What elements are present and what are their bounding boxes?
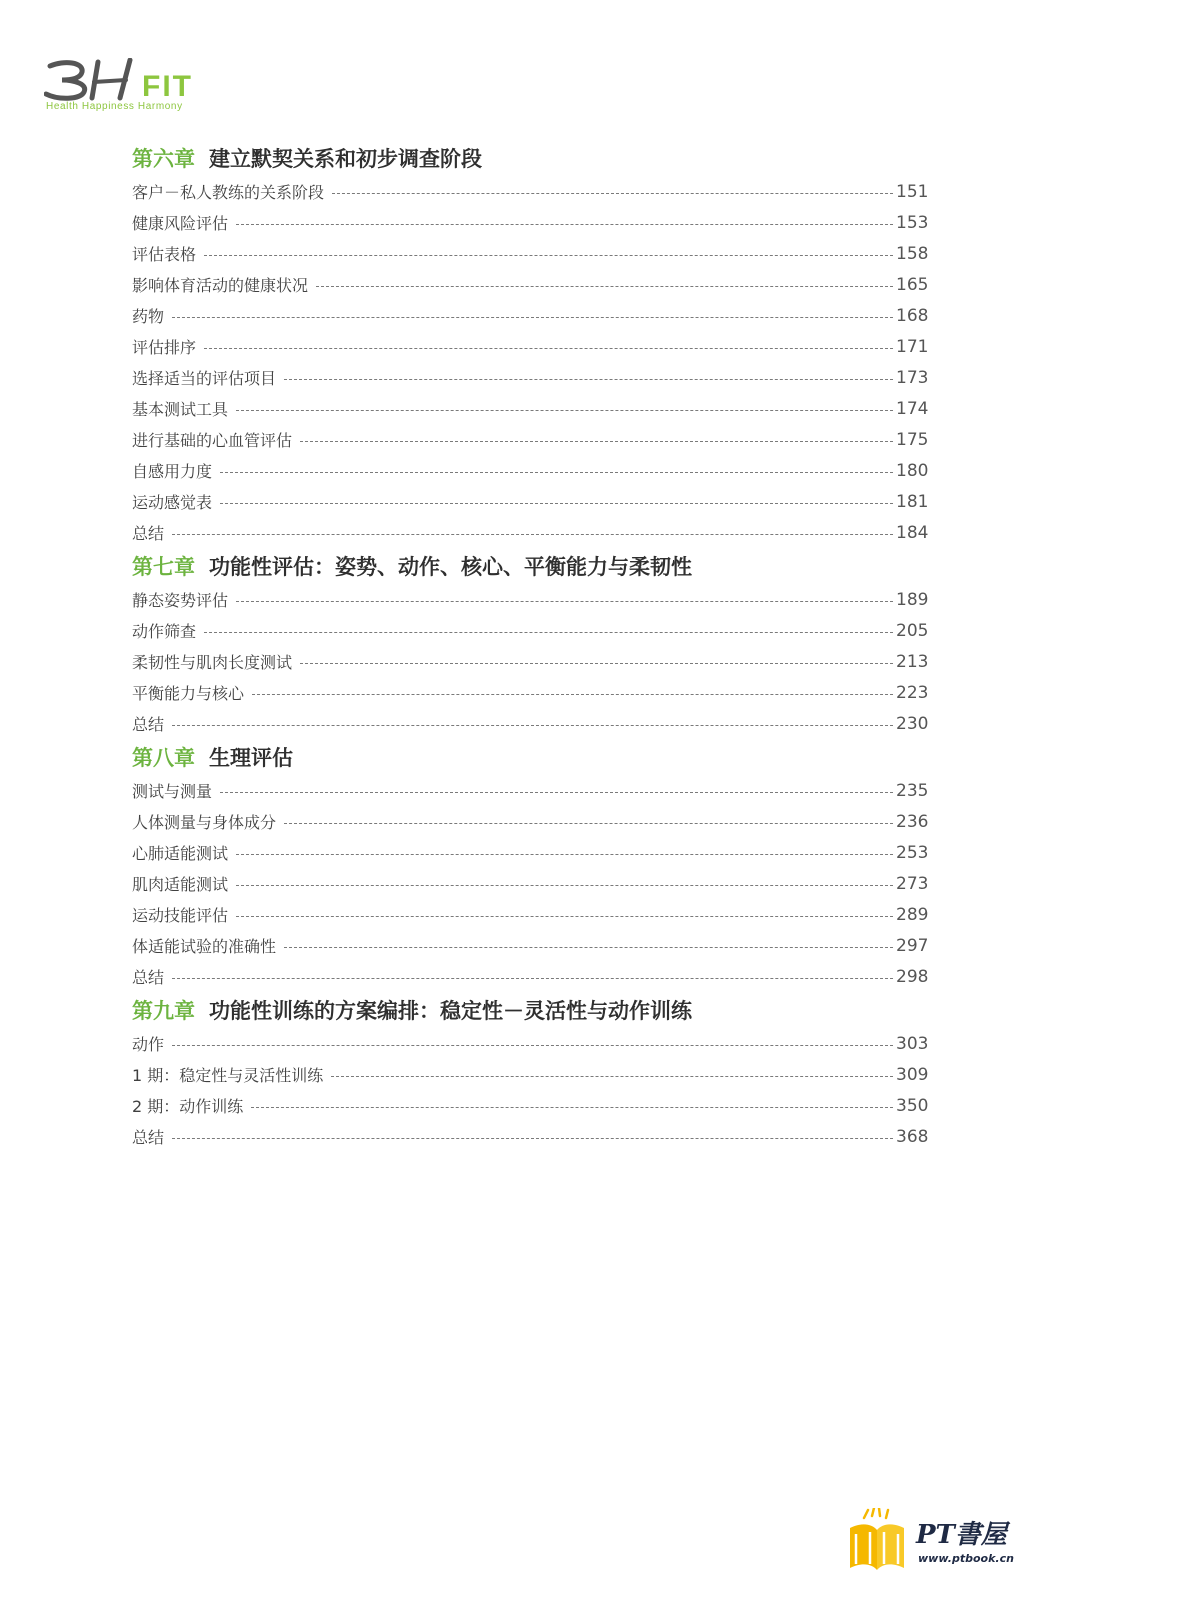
entry-title: 药物: [132, 307, 165, 326]
entry-title: 测试与测量: [132, 782, 213, 801]
entry-page-number: 153: [896, 212, 929, 233]
open-book-icon: [846, 1508, 910, 1572]
dot-leader: [172, 725, 893, 726]
entry-title: 运动感觉表: [132, 493, 213, 512]
entry-title: 体适能试验的准确性: [132, 937, 277, 956]
entry-title: 健康风险评估: [132, 214, 229, 233]
entry-title: 进行基础的心血管评估: [132, 431, 293, 450]
entry-page-number: 303: [896, 1033, 929, 1054]
dot-leader: [284, 823, 893, 824]
entry-title: 影响体育活动的健康状况: [132, 276, 309, 295]
entry-page-number: 181: [896, 491, 929, 512]
entry-page-number: 180: [896, 460, 929, 481]
entry-page-number: 297: [896, 935, 929, 956]
chapter-title: 功能性评估：姿势、动作、核心、平衡能力与柔韧性: [209, 555, 692, 579]
entry-page-number: 309: [896, 1064, 929, 1085]
dot-leader: [172, 1045, 893, 1046]
entry-title: 选择适当的评估项目: [132, 369, 277, 388]
toc-entry: [132, 424, 932, 455]
toc-entry: [132, 584, 932, 615]
entry-page-number: 158: [896, 243, 929, 264]
entry-title: 基本测试工具: [132, 400, 229, 419]
chapter-number: 第八章: [132, 746, 195, 770]
entry-page-number: 174: [896, 398, 929, 419]
entry-title: 肌肉适能测试: [132, 875, 229, 894]
dot-leader: [331, 1076, 893, 1077]
table-of-contents: [132, 140, 932, 1152]
toc-entry: [132, 708, 932, 739]
entry-title: 静态姿势评估: [132, 591, 229, 610]
entry-title: 总结: [132, 715, 165, 734]
entry-title: 客户－私人教练的关系阶段: [132, 183, 325, 202]
entry-title: 评估表格: [132, 245, 197, 264]
dot-leader: [172, 978, 893, 979]
chapter-number: 第六章: [132, 147, 195, 171]
toc-entry: [132, 455, 932, 486]
dot-leader: [251, 1107, 893, 1108]
dot-leader: [284, 379, 893, 380]
dot-leader: [204, 255, 893, 256]
toc-entry: [132, 486, 932, 517]
toc-entry: [132, 1090, 932, 1121]
logo-fit-text: FIT: [142, 70, 193, 103]
dot-leader: [220, 472, 893, 473]
dot-leader: [220, 792, 893, 793]
entry-page-number: 168: [896, 305, 929, 326]
entry-page-number: 230: [896, 713, 929, 734]
chapter-heading: [132, 992, 932, 1028]
entry-page-number: 289: [896, 904, 929, 925]
entry-page-number: 173: [896, 367, 929, 388]
dot-leader: [300, 663, 893, 664]
toc-entry: [132, 837, 932, 868]
entry-title: 总结: [132, 1128, 165, 1147]
chapter-heading: [132, 739, 932, 775]
entry-title: 心肺适能测试: [132, 844, 229, 863]
entry-title: 动作: [132, 1035, 165, 1054]
toc-entry: [132, 1028, 932, 1059]
toc-entry: [132, 806, 932, 837]
toc-entry: [132, 1121, 932, 1152]
entry-title: 总结: [132, 968, 165, 987]
entry-page-number: 235: [896, 780, 929, 801]
toc-entry: [132, 269, 932, 300]
dot-leader: [172, 317, 893, 318]
entry-page-number: 368: [896, 1126, 929, 1147]
watermark: [846, 1508, 1046, 1572]
dot-leader: [220, 503, 893, 504]
entry-title: 总结: [132, 524, 165, 543]
watermark-url: www.ptbook.cn: [918, 1552, 1014, 1565]
entry-page-number: 223: [896, 682, 929, 703]
entry-page-number: 236: [896, 811, 929, 832]
dot-leader: [236, 885, 893, 886]
dot-leader: [332, 193, 893, 194]
entry-page-number: 213: [896, 651, 929, 672]
dot-leader: [172, 1138, 893, 1139]
chapter-title: 生理评估: [209, 746, 293, 770]
entry-page-number: 151: [896, 181, 929, 202]
entry-page-number: 298: [896, 966, 929, 987]
entry-title: 1 期：稳定性与灵活性训练: [132, 1066, 324, 1085]
toc-entry: [132, 899, 932, 930]
toc-entry: [132, 677, 932, 708]
toc-entry: [132, 331, 932, 362]
toc-entry: [132, 207, 932, 238]
watermark-name: PT書屋: [916, 1520, 1007, 1550]
entry-title: 2 期：动作训练: [132, 1097, 244, 1116]
entry-page-number: 175: [896, 429, 929, 450]
entry-page-number: 253: [896, 842, 929, 863]
dot-leader: [300, 441, 893, 442]
logo-tagline: Health Happiness Harmony: [46, 101, 183, 112]
entry-page-number: 184: [896, 522, 929, 543]
dot-leader: [236, 601, 893, 602]
toc-entry: [132, 961, 932, 992]
dot-leader: [204, 348, 893, 349]
toc-entry: [132, 1059, 932, 1090]
toc-entry: [132, 646, 932, 677]
chapter-heading: [132, 548, 932, 584]
logo: [44, 58, 244, 118]
entry-page-number: 350: [896, 1095, 929, 1116]
chapter-heading: [132, 140, 932, 176]
entry-page-number: 189: [896, 589, 929, 610]
dot-leader: [236, 854, 893, 855]
toc-entry: [132, 362, 932, 393]
toc-entry: [132, 517, 932, 548]
toc-entry: [132, 238, 932, 269]
entry-title: 平衡能力与核心: [132, 684, 245, 703]
chapter-title: 建立默契关系和初步调查阶段: [209, 147, 482, 171]
chapter-title: 功能性训练的方案编排：稳定性－灵活性与动作训练: [209, 999, 692, 1023]
dot-leader: [284, 947, 893, 948]
entry-page-number: 273: [896, 873, 929, 894]
chapter-number: 第七章: [132, 555, 195, 579]
dot-leader: [204, 632, 893, 633]
toc-entry: [132, 300, 932, 331]
toc-entry: [132, 775, 932, 806]
dot-leader: [236, 410, 893, 411]
entry-title: 动作筛查: [132, 622, 197, 641]
chapter-number: 第九章: [132, 999, 195, 1023]
dot-leader: [172, 534, 893, 535]
toc-entry: [132, 393, 932, 424]
entry-title: 柔韧性与肌肉长度测试: [132, 653, 293, 672]
dot-leader: [236, 224, 893, 225]
logo-mark-icon: [44, 58, 154, 102]
dot-leader: [252, 694, 893, 695]
dot-leader: [236, 916, 893, 917]
entry-title: 自感用力度: [132, 462, 213, 481]
toc-entry: [132, 930, 932, 961]
entry-title: 运动技能评估: [132, 906, 229, 925]
toc-entry: [132, 176, 932, 207]
entry-page-number: 171: [896, 336, 929, 357]
entry-page-number: 165: [896, 274, 929, 295]
entry-title: 评估排序: [132, 338, 197, 357]
dot-leader: [316, 286, 893, 287]
entry-page-number: 205: [896, 620, 929, 641]
toc-entry: [132, 868, 932, 899]
entry-title: 人体测量与身体成分: [132, 813, 277, 832]
toc-entry: [132, 615, 932, 646]
